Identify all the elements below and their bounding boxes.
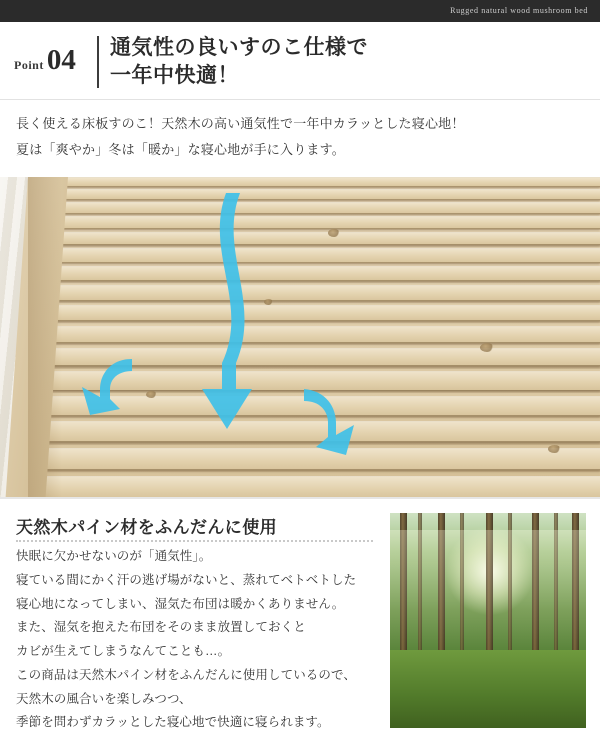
lead-line-2: 夏は「爽やか」冬は「暖か」な寝心地が手に入ります。 <box>16 141 345 157</box>
slat-board <box>28 285 600 301</box>
slat-board <box>28 326 600 344</box>
slat-gap-shadow <box>28 199 600 201</box>
material-title: 天然木パイン材をふんだんに使用 <box>16 518 277 537</box>
slat-gap-shadow <box>28 213 600 215</box>
wood-knot <box>264 299 273 305</box>
material-line-7: 天然木の風合いを楽しみつつ、 <box>16 691 192 706</box>
slat-gap-shadow <box>28 244 600 246</box>
wood-knot <box>480 343 494 352</box>
wood-knot <box>328 229 340 237</box>
airflow-arrow-center <box>196 193 258 443</box>
title-dotted-divider <box>16 540 373 542</box>
material-line-5: カビが生えてしまうなんてことも…。 <box>16 644 231 658</box>
slat-gap-shadow <box>28 228 600 230</box>
slat-gap-shadow <box>28 300 600 303</box>
section-header <box>0 22 600 100</box>
slat-gap-shadow <box>28 320 600 323</box>
slat-board <box>28 266 600 281</box>
lead-copy <box>0 101 600 177</box>
material-line-4: また、湿気を抱えた布団をそのまま放置しておくと <box>16 620 306 635</box>
material-line-3: 寝心地になってしまい、湿気た布団は暖かくありません。 <box>16 596 345 611</box>
slat-gap-shadow <box>28 186 600 188</box>
header-divider-rule <box>97 36 99 88</box>
wood-knot <box>548 445 561 453</box>
deck-edge-shadow <box>28 177 62 497</box>
lead-line-1: 長く使える床板すのこ！天然木の高い通気性で一年中カラッとした寝心地！ <box>16 116 465 131</box>
slat-board <box>28 476 600 497</box>
material-line-1: 快眠に欠かせないのが「通気性」。 <box>16 549 212 563</box>
slat-gap-shadow <box>28 342 600 345</box>
page-title-line1: 通気性の良いすのこ仕様で <box>110 36 368 59</box>
material-line-8: 季節を問わずカラッとした寝心地で快適に寝られます。 <box>16 715 330 730</box>
section-material <box>0 497 600 740</box>
slat-gap-shadow <box>28 469 600 473</box>
slat-board <box>28 232 600 245</box>
forest-light-haze <box>390 530 586 659</box>
slat-board <box>28 248 600 262</box>
top-caption-bar: Rugged natural wood mushroom bed <box>0 0 600 22</box>
material-line-6: この商品は天然木パイン材をふんだんに使用しているので、 <box>16 667 356 682</box>
material-line-2: 寝ている間にかく汗の逃げ場がないと、蒸れてベトベトした <box>16 572 357 587</box>
forest-ground <box>390 650 586 728</box>
point-number: 04 <box>46 44 76 76</box>
airflow-arrow-left <box>76 353 134 423</box>
wood-knot <box>146 391 157 398</box>
page-title <box>110 34 590 91</box>
forest-photo <box>390 513 586 728</box>
product-photo <box>0 177 600 497</box>
material-body-copy <box>16 547 386 737</box>
slat-gap-shadow <box>28 280 600 283</box>
point-badge <box>14 46 76 75</box>
point-label: Point <box>14 58 44 72</box>
slat-gap-shadow <box>28 262 600 265</box>
airflow-arrow-right <box>300 385 364 463</box>
slat-board <box>28 305 600 322</box>
page-title-line2: 一年中快適！ <box>110 64 239 88</box>
